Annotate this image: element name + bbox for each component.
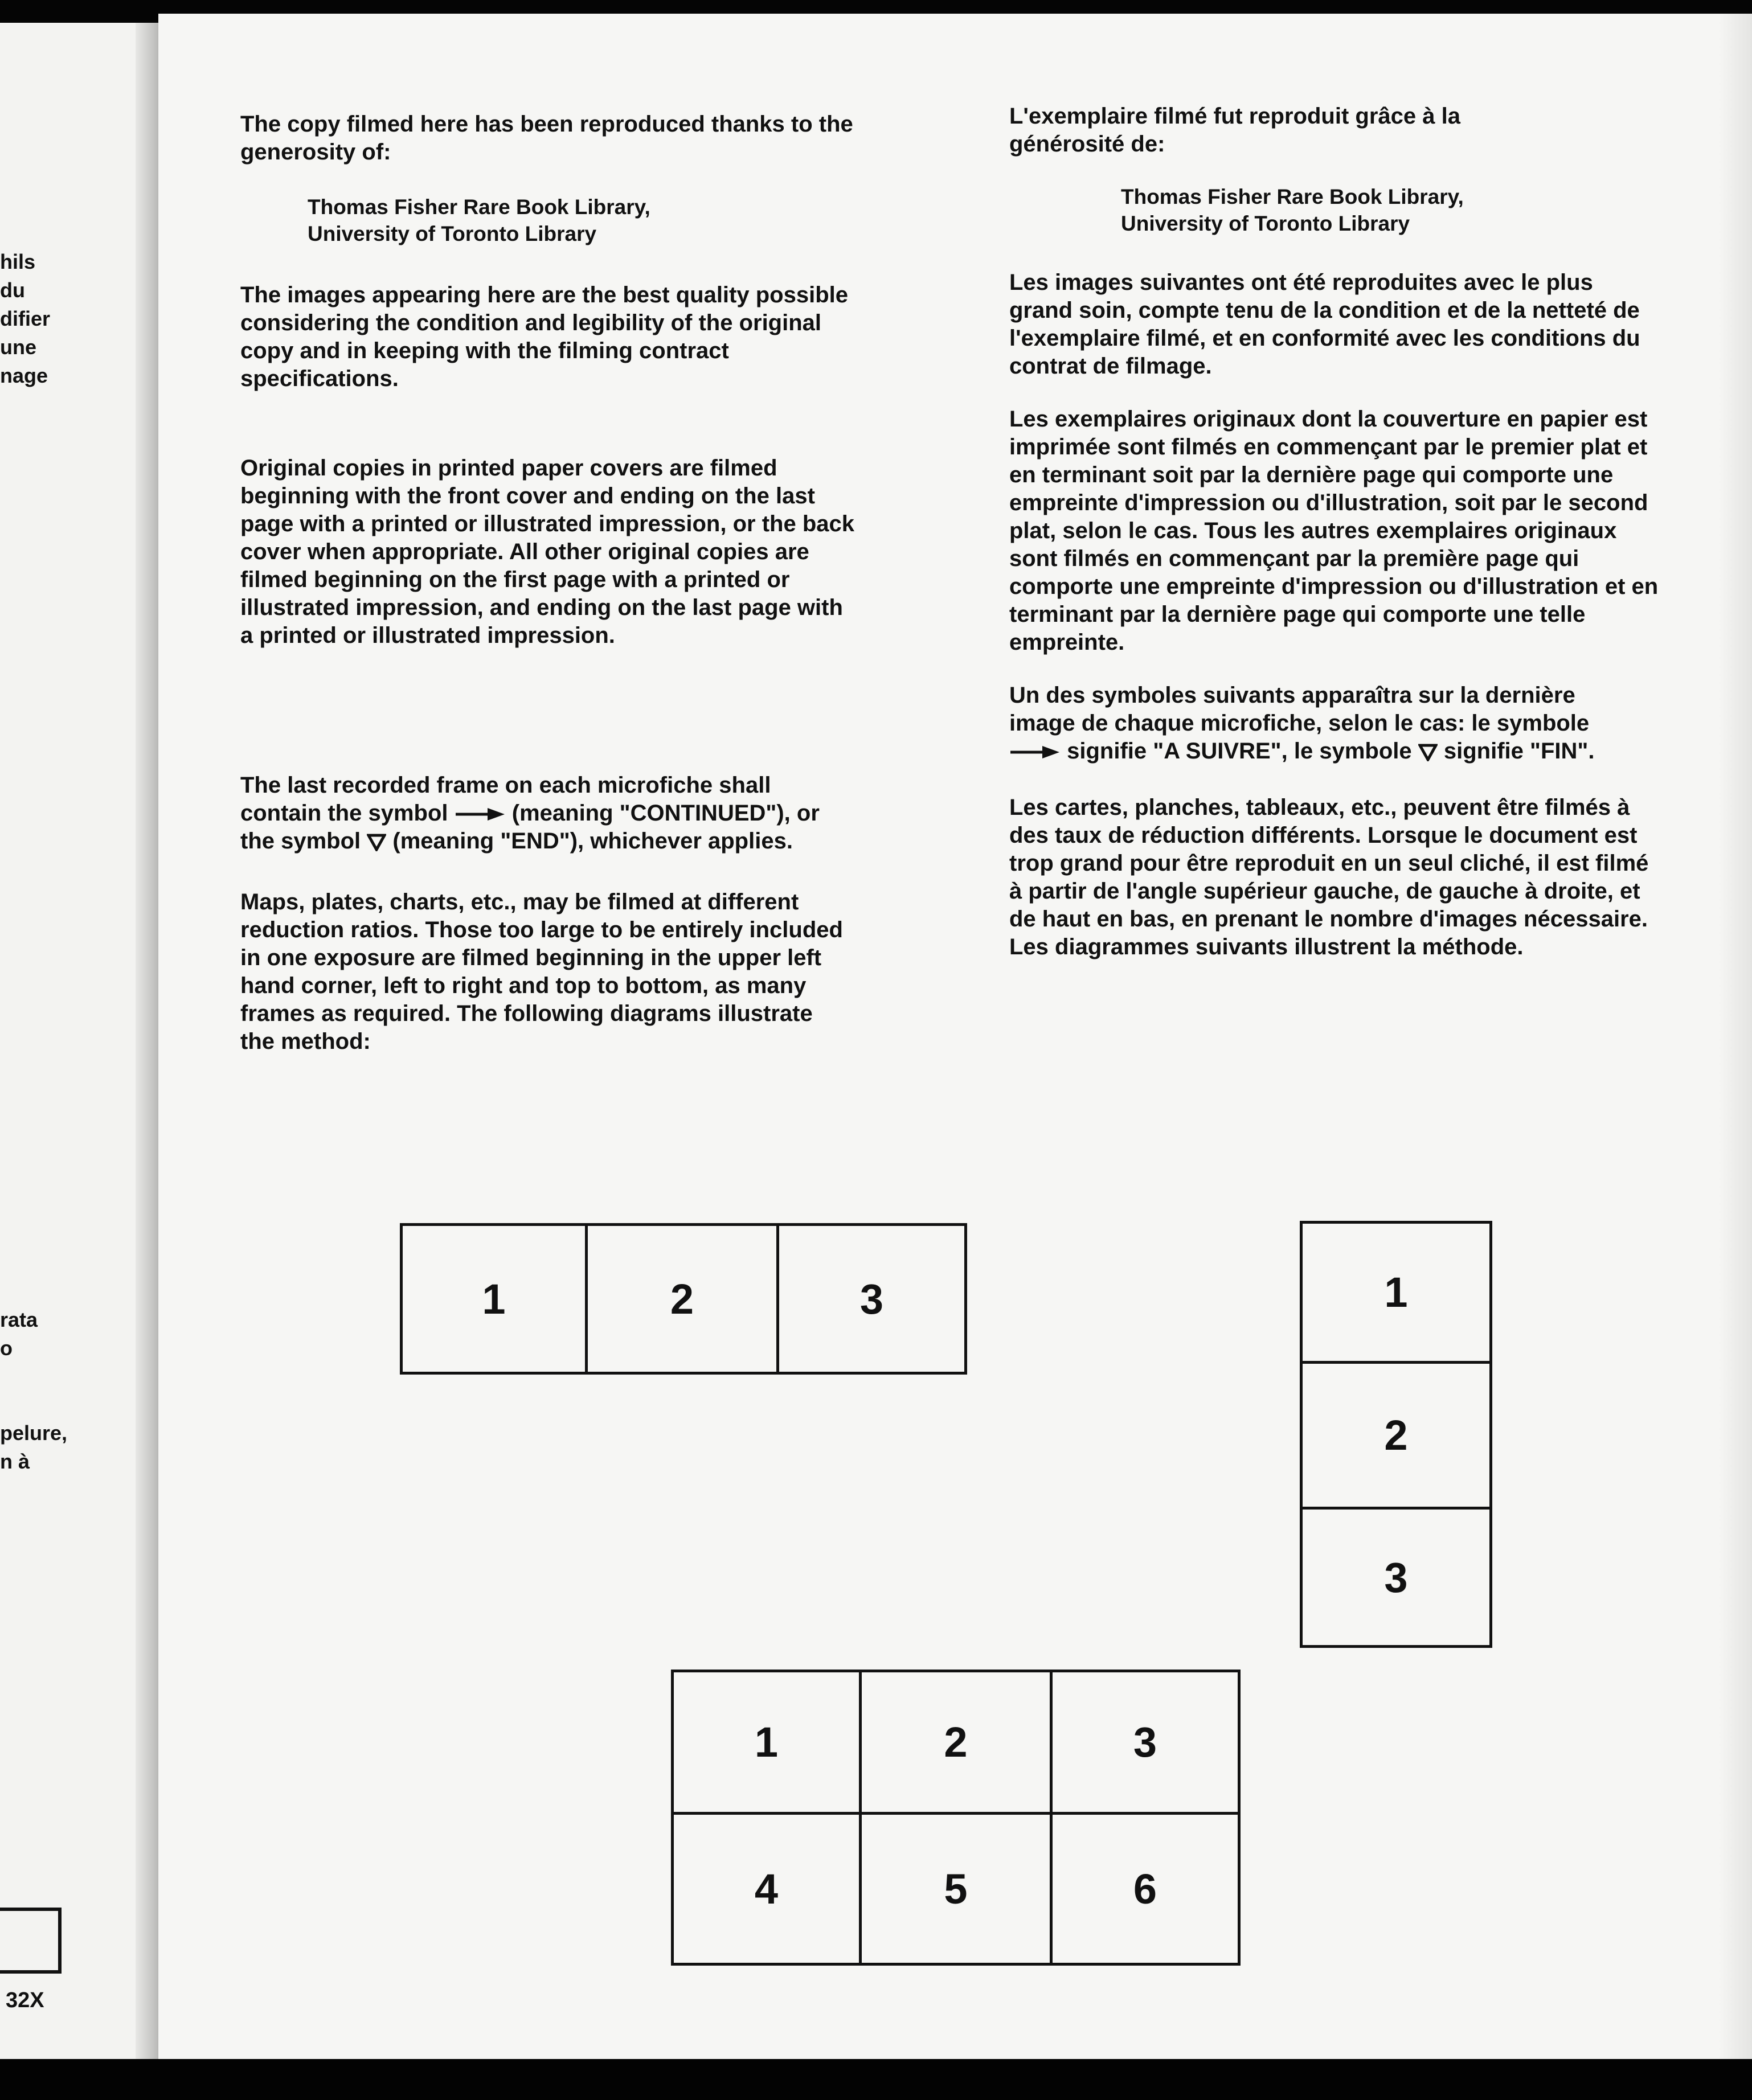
- left-fragment-text: une: [0, 335, 37, 359]
- frame-cell: 3: [1053, 1672, 1238, 1815]
- frame-cell: 2: [588, 1226, 779, 1372]
- left-fragment-text: n à: [0, 1450, 30, 1473]
- english-covers-paragraph: Original copies in printed paper covers are filmed beginning with the front cover and ending on the last page with a printed or illustrated impression, or the back cover when appropriate. All other original copies are filmed beginning on the first page with a printed or illustrated impression, and ending on the last page with a printed or illustrated impression.: [240, 456, 854, 648]
- frame-cell: 2: [862, 1672, 1053, 1815]
- french-covers-paragraph: Les exemplaires originaux dont la couverture en papier est imprimée sont filmés en commençant par le premier plat et en terminant soit par la dernière page qui comporte une empreinte d'impression ou d'illustration, soit par le second plat, selon le cas. Tous les autres exemplaires originaux sont filmés en commençant par la première page qui comporte une empreinte d'impression ou d'illustration et en terminant par la dernière page qui comporte une telle empreinte.: [1009, 407, 1659, 655]
- english-intro: The copy filmed here has been reproduced thanks to the generosity of:: [240, 112, 853, 165]
- frame-cell: 5: [862, 1815, 1053, 1963]
- document-page: [158, 14, 1752, 2059]
- frame-cell: 1: [403, 1226, 588, 1372]
- french-symbols-text: signifie "FIN".: [1443, 739, 1595, 764]
- french-quality-paragraph: Les images suivantes ont été reproduites avec le plus grand soin, compte tenu de la condition et de la netteté de l'exemplaire filmé, et en conformité avec les conditions du contrat de filmage.: [1009, 270, 1640, 379]
- english-library-line1: Thomas Fisher Rare Book Library,: [308, 195, 650, 219]
- french-maps-paragraph: Les cartes, planches, tableaux, etc., peuvent être filmés à des taux de réduction différents. Lorsque le document est trop grand pour être reproduit en un seul cliché, il est filmé à partir de l'angle supérieur gauche, de gauche à droite, et de haut en bas, en prenant le nombre d'images nécessaire. Les diagrammes suivants illustrent la méthode.: [1009, 795, 1649, 959]
- continued-arrow-icon: [1009, 744, 1061, 761]
- left-fragment-text: difier: [0, 307, 51, 330]
- left-fragment-text: o: [0, 1336, 13, 1360]
- french-library-line2: University of Toronto Library: [1121, 212, 1410, 235]
- french-intro: L'exemplaire filmé fut reproduit grâce à la générosité de:: [1009, 104, 1460, 157]
- left-fragment-text: rata: [0, 1308, 38, 1331]
- end-triangle-icon: [1418, 743, 1438, 761]
- english-maps-paragraph: Maps, plates, charts, etc., may be filmed at different reduction ratios. Those too large to be entirely included in one exposure are filmed beginning in the upper left hand corner, left to right and top to bottom, as many frames as required. The following diagrams illustrate the method:: [240, 889, 843, 1054]
- english-symbols-text: (meaning "END"), whichever applies.: [392, 828, 793, 854]
- english-library-line2: University of Toronto Library: [308, 222, 597, 245]
- diagram-grid-frames: [671, 1670, 1241, 1966]
- left-fragment-text: hils: [0, 250, 36, 273]
- left-fragment-text: pelure,: [0, 1421, 68, 1445]
- frame-cell: 6: [1133, 1865, 1157, 1913]
- scan-border-bottom: [0, 2059, 1752, 2100]
- frame-cell: 1: [674, 1672, 862, 1815]
- diagram-column-frames: [1300, 1221, 1492, 1648]
- reduction-ratio-label: 32X: [6, 1988, 44, 2012]
- left-fragment-text: du: [0, 278, 25, 302]
- english-column: [240, 110, 1038, 1056]
- left-fragment-text: nage: [0, 364, 48, 387]
- french-symbols-text: Un des symboles suivants apparaîtra sur la dernière image de chaque microfiche, selon le cas: le symbole: [1009, 683, 1590, 736]
- diagram-row-frames: [400, 1223, 967, 1375]
- frame-cell: 4: [674, 1815, 862, 1963]
- continued-arrow-icon: [455, 806, 506, 823]
- french-library-line1: Thomas Fisher Rare Book Library,: [1121, 185, 1464, 208]
- english-symbols-text: (meaning "CONTINUED"), or the symbol: [240, 801, 820, 854]
- english-symbols-paragraph: [240, 772, 833, 855]
- french-symbols-paragraph: [1009, 682, 1636, 765]
- frame-cell: 1: [1303, 1224, 1489, 1364]
- end-triangle-icon: [367, 833, 386, 851]
- english-symbols-text: The last recorded frame on each microfiche shall contain the symbol: [240, 773, 771, 826]
- french-column: [1009, 102, 1659, 961]
- target-square: [0, 1908, 62, 1974]
- frame-cell: 3: [859, 1275, 884, 1323]
- page-edge-shade: [1718, 14, 1752, 2059]
- french-symbols-text: signifie "A SUIVRE", le symbole: [1067, 739, 1412, 764]
- english-quality-paragraph: The images appearing here are the best quality possible considering the condition and legibility of the original copy and in keeping with the filming contract specifications.: [240, 282, 848, 391]
- frame-cell: 2: [1303, 1364, 1489, 1510]
- frame-cell: 3: [1384, 1553, 1408, 1601]
